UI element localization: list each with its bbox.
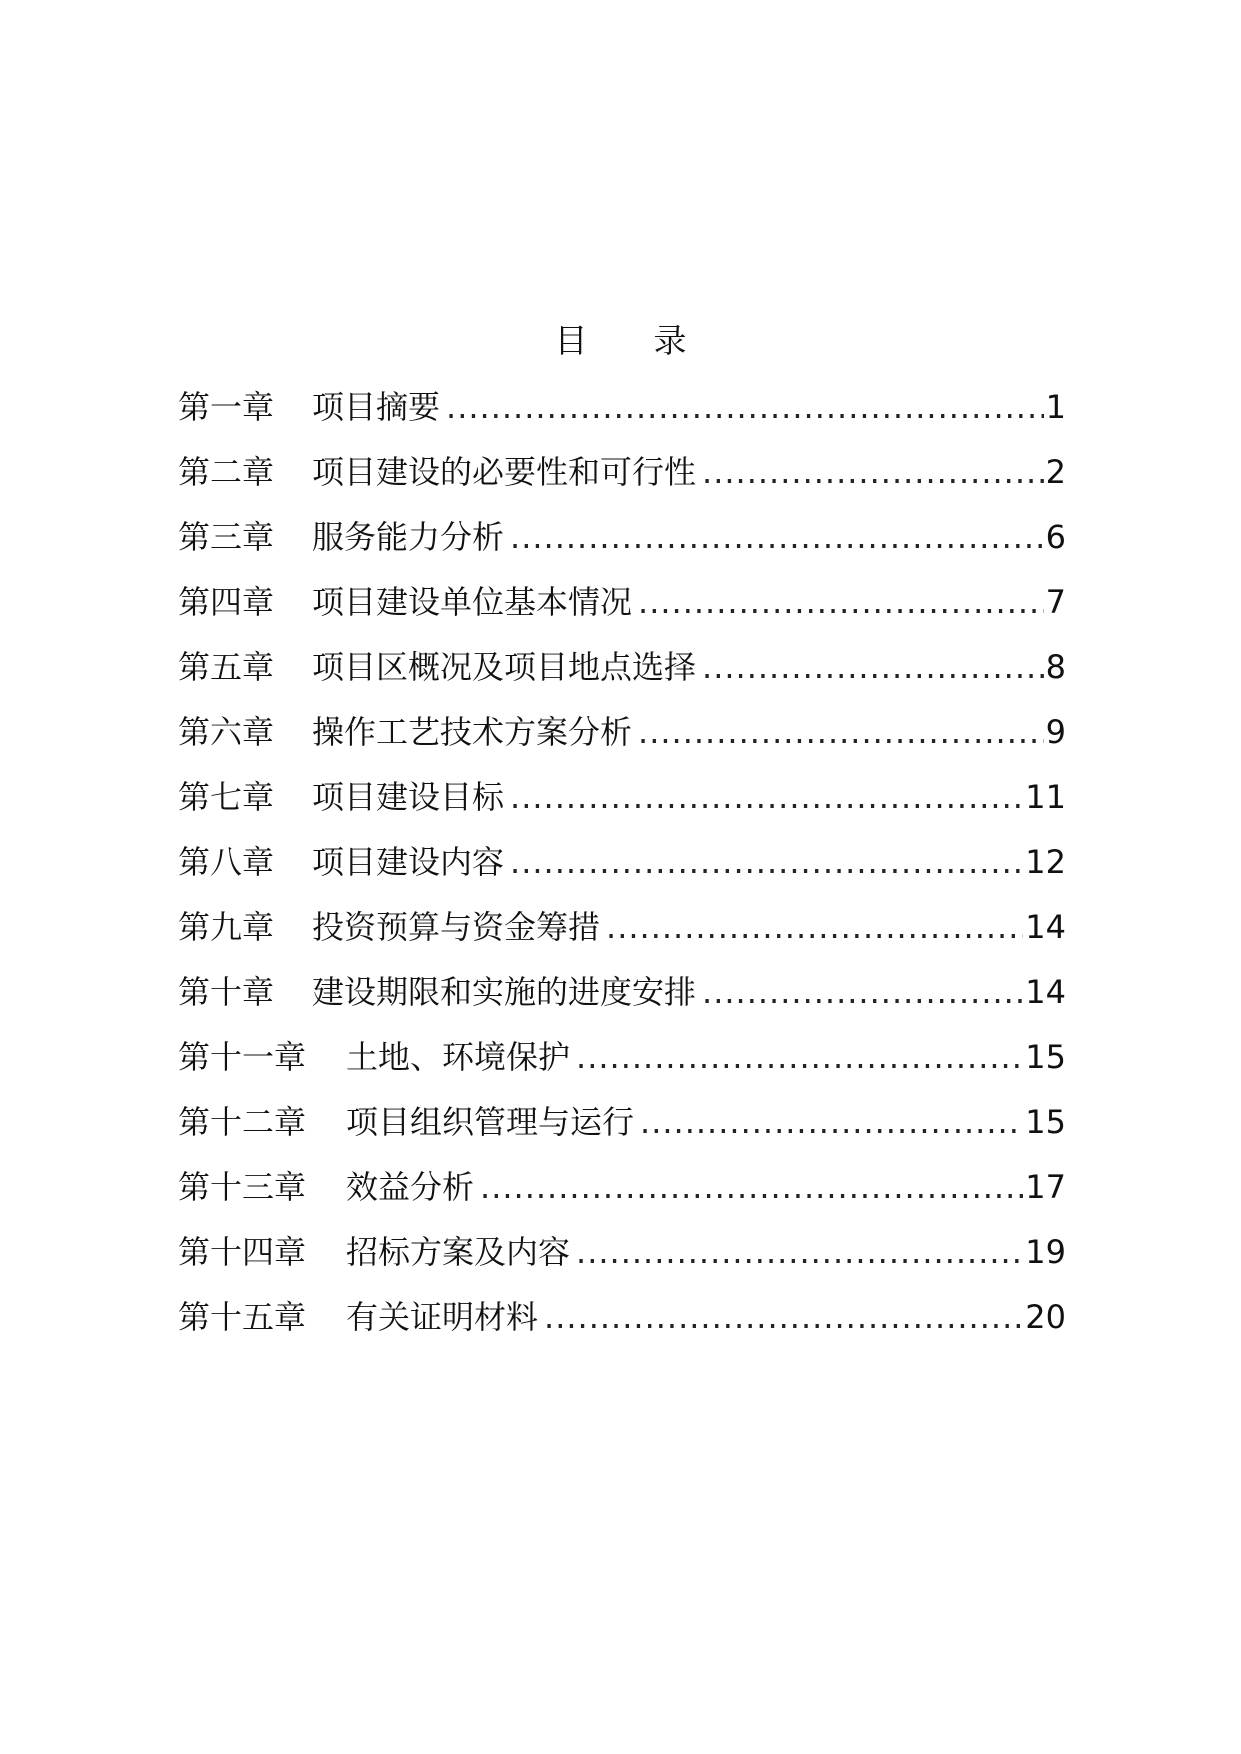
chapter-number: 第四章	[178, 583, 275, 621]
toc-title: 目 录	[554, 321, 687, 360]
toc-entry[interactable]	[178, 967, 1066, 1032]
toc-entry[interactable]	[178, 902, 1066, 967]
page-number: 11	[1025, 778, 1066, 816]
chapter-title: 项目建设单位基本情况	[312, 583, 633, 621]
dot-leader	[446, 382, 1044, 432]
chapter-number: 第二章	[178, 453, 275, 491]
dot-leader	[640, 1097, 1023, 1147]
dot-leader	[510, 837, 1023, 887]
page-number: 15	[1025, 1103, 1066, 1141]
toc-entry[interactable]	[178, 447, 1066, 512]
toc-entry[interactable]	[178, 1292, 1066, 1357]
page-number: 1	[1045, 388, 1066, 426]
dot-leader	[510, 772, 1023, 822]
chapter-title: 招标方案及内容	[346, 1233, 571, 1271]
page-number: 15	[1025, 1038, 1066, 1076]
toc-entry[interactable]	[178, 1032, 1066, 1097]
chapter-title: 有关证明材料	[346, 1298, 539, 1336]
chapter-title: 效益分析	[346, 1168, 475, 1206]
chapter-title: 项目摘要	[312, 388, 441, 426]
chapter-number: 第十章	[178, 973, 275, 1011]
chapter-number: 第三章	[178, 518, 275, 556]
chapter-number: 第五章	[178, 648, 275, 686]
toc-entry[interactable]	[178, 512, 1066, 577]
chapter-title: 项目建设的必要性和可行性	[312, 453, 697, 491]
chapter-title: 项目建设目标	[312, 778, 505, 816]
toc-entry[interactable]	[178, 707, 1066, 772]
page-number: 8	[1045, 648, 1066, 686]
chapter-number: 第六章	[178, 713, 275, 751]
chapter-number: 第十一章	[178, 1038, 307, 1076]
chapter-title: 服务能力分析	[312, 518, 505, 556]
chapter-title: 操作工艺技术方案分析	[312, 713, 633, 751]
page-number: 6	[1045, 518, 1066, 556]
chapter-title: 投资预算与资金筹措	[312, 908, 601, 946]
chapter-number: 第七章	[178, 778, 275, 816]
chapter-number: 第一章	[178, 388, 275, 426]
chapter-title: 项目组织管理与运行	[346, 1103, 635, 1141]
dot-leader	[510, 512, 1044, 562]
dot-leader	[606, 902, 1023, 952]
dot-leader	[702, 642, 1044, 692]
dot-leader	[702, 447, 1044, 497]
page-number: 7	[1045, 583, 1066, 621]
toc-entry[interactable]	[178, 1097, 1066, 1162]
page-number: 2	[1045, 453, 1066, 491]
page-number: 9	[1045, 713, 1066, 751]
dot-leader	[480, 1162, 1023, 1212]
chapter-number: 第十二章	[178, 1103, 307, 1141]
page-number: 14	[1025, 908, 1066, 946]
toc-entry[interactable]	[178, 577, 1066, 642]
toc-entry[interactable]	[178, 382, 1066, 447]
chapter-number: 第八章	[178, 843, 275, 881]
page-number: 17	[1025, 1168, 1066, 1206]
page-number: 20	[1025, 1298, 1066, 1336]
chapter-title: 项目建设内容	[312, 843, 505, 881]
dot-leader	[638, 707, 1044, 757]
chapter-number: 第十三章	[178, 1168, 307, 1206]
toc-entry[interactable]	[178, 772, 1066, 837]
toc-list	[178, 382, 1066, 1357]
chapter-title: 建设期限和实施的进度安排	[312, 973, 697, 1011]
dot-leader	[576, 1032, 1023, 1082]
page-number: 14	[1025, 973, 1066, 1011]
chapter-number: 第九章	[178, 908, 275, 946]
toc-entry[interactable]	[178, 1227, 1066, 1292]
chapter-title: 土地、环境保护	[346, 1038, 571, 1076]
toc-entry[interactable]	[178, 642, 1066, 707]
chapter-title: 项目区概况及项目地点选择	[312, 648, 697, 686]
page-number: 19	[1025, 1233, 1066, 1271]
chapter-number: 第十四章	[178, 1233, 307, 1271]
page-number: 12	[1025, 843, 1066, 881]
toc-entry[interactable]	[178, 837, 1066, 902]
dot-leader	[544, 1292, 1023, 1342]
chapter-number: 第十五章	[178, 1298, 307, 1336]
dot-leader	[638, 577, 1044, 627]
dot-leader	[576, 1227, 1023, 1277]
toc-entry[interactable]	[178, 1162, 1066, 1227]
dot-leader	[702, 967, 1023, 1017]
